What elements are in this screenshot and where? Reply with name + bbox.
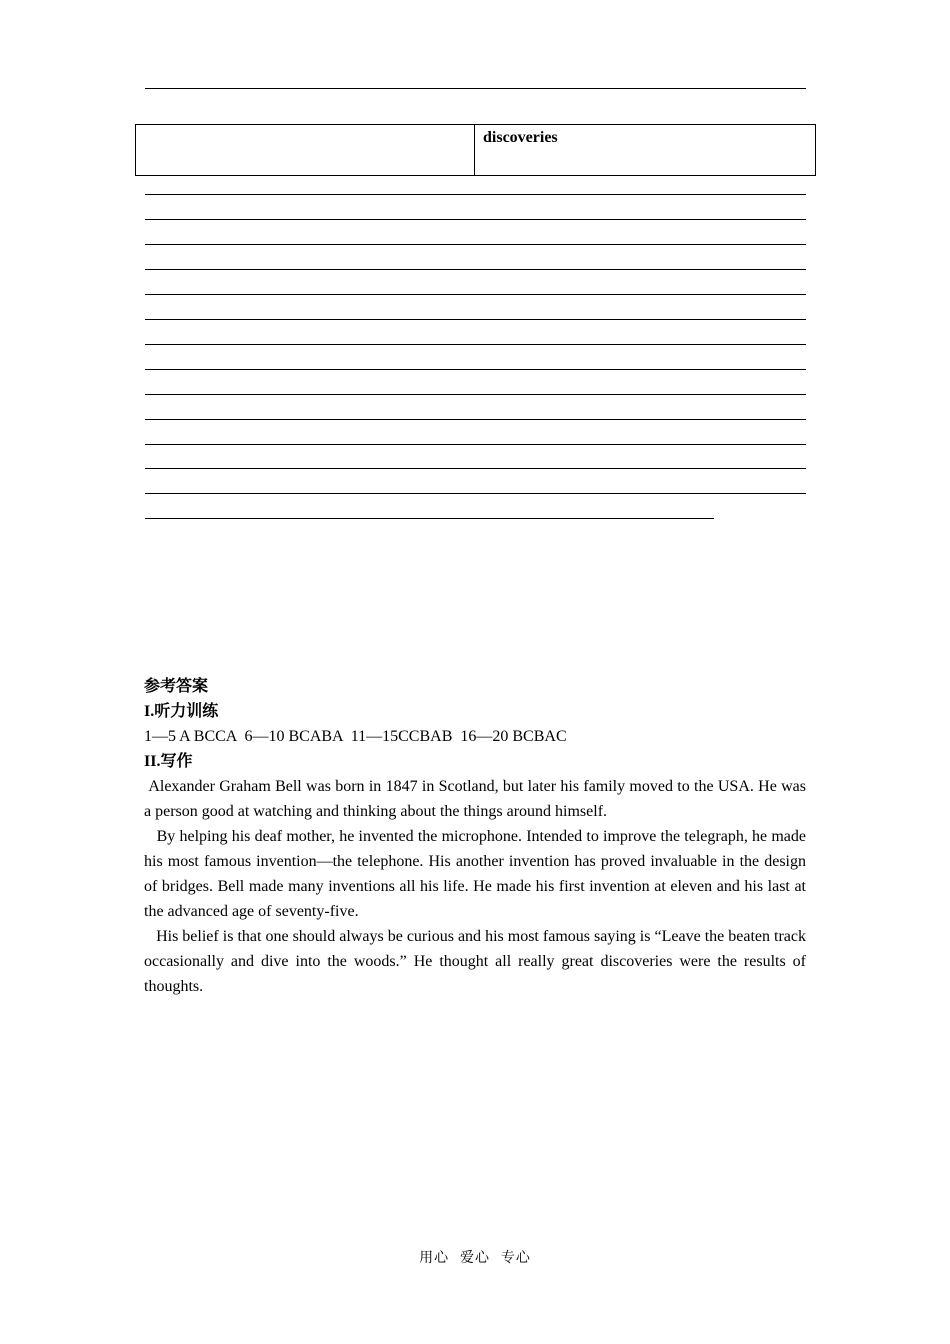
writing-line [145, 219, 806, 220]
word-table [135, 124, 816, 176]
essay-paragraph-1: Alexander Graham Bell was born in 1847 in Scotland, but later his family moved to the USA. He was a person good at watching and thinking about the things around himself. [144, 778, 811, 820]
table-cell-left [136, 125, 475, 176]
answer-section [144, 674, 811, 999]
writing-line [145, 444, 806, 445]
listening-section-title: I.听力训练 [144, 703, 219, 720]
writing-line [145, 294, 806, 295]
writing-line-short [145, 518, 714, 519]
page-footer: 用心 爱心 专心 [419, 1250, 531, 1266]
writing-line [145, 493, 806, 494]
writing-line [145, 194, 806, 195]
writing-line [145, 468, 806, 469]
writing-line [145, 394, 806, 395]
writing-line [145, 319, 806, 320]
writing-section-title: II.写作 [144, 753, 193, 770]
listening-answers: 1—5 A BCCA 6—10 BCABA 11—15CCBAB 16—20 BCBAC [144, 728, 567, 745]
writing-line [145, 419, 806, 420]
answer-heading: 参考答案 [144, 678, 209, 695]
writing-line [145, 88, 806, 89]
writing-line [145, 269, 806, 270]
essay-paragraph-2: By helping his deaf mother, he invented the microphone. Intended to improve the telegraph, he made his most famous invention—the telephone. His another invention has proved invaluable in the design of bridges. Bell made many inventions all his life. He made his first invention at eleven and his last at the advanced age of seventy-five. [144, 828, 810, 920]
writing-line [145, 244, 806, 245]
writing-line [145, 369, 806, 370]
table-cell-right: discoveries [475, 125, 816, 176]
essay-paragraph-3: His belief is that one should always be curious and his most famous saying is “Leave the beaten track occasionally and dive into the woods.” He thought all really great discoveries were the results of thoughts. [144, 928, 811, 995]
writing-line [145, 344, 806, 345]
